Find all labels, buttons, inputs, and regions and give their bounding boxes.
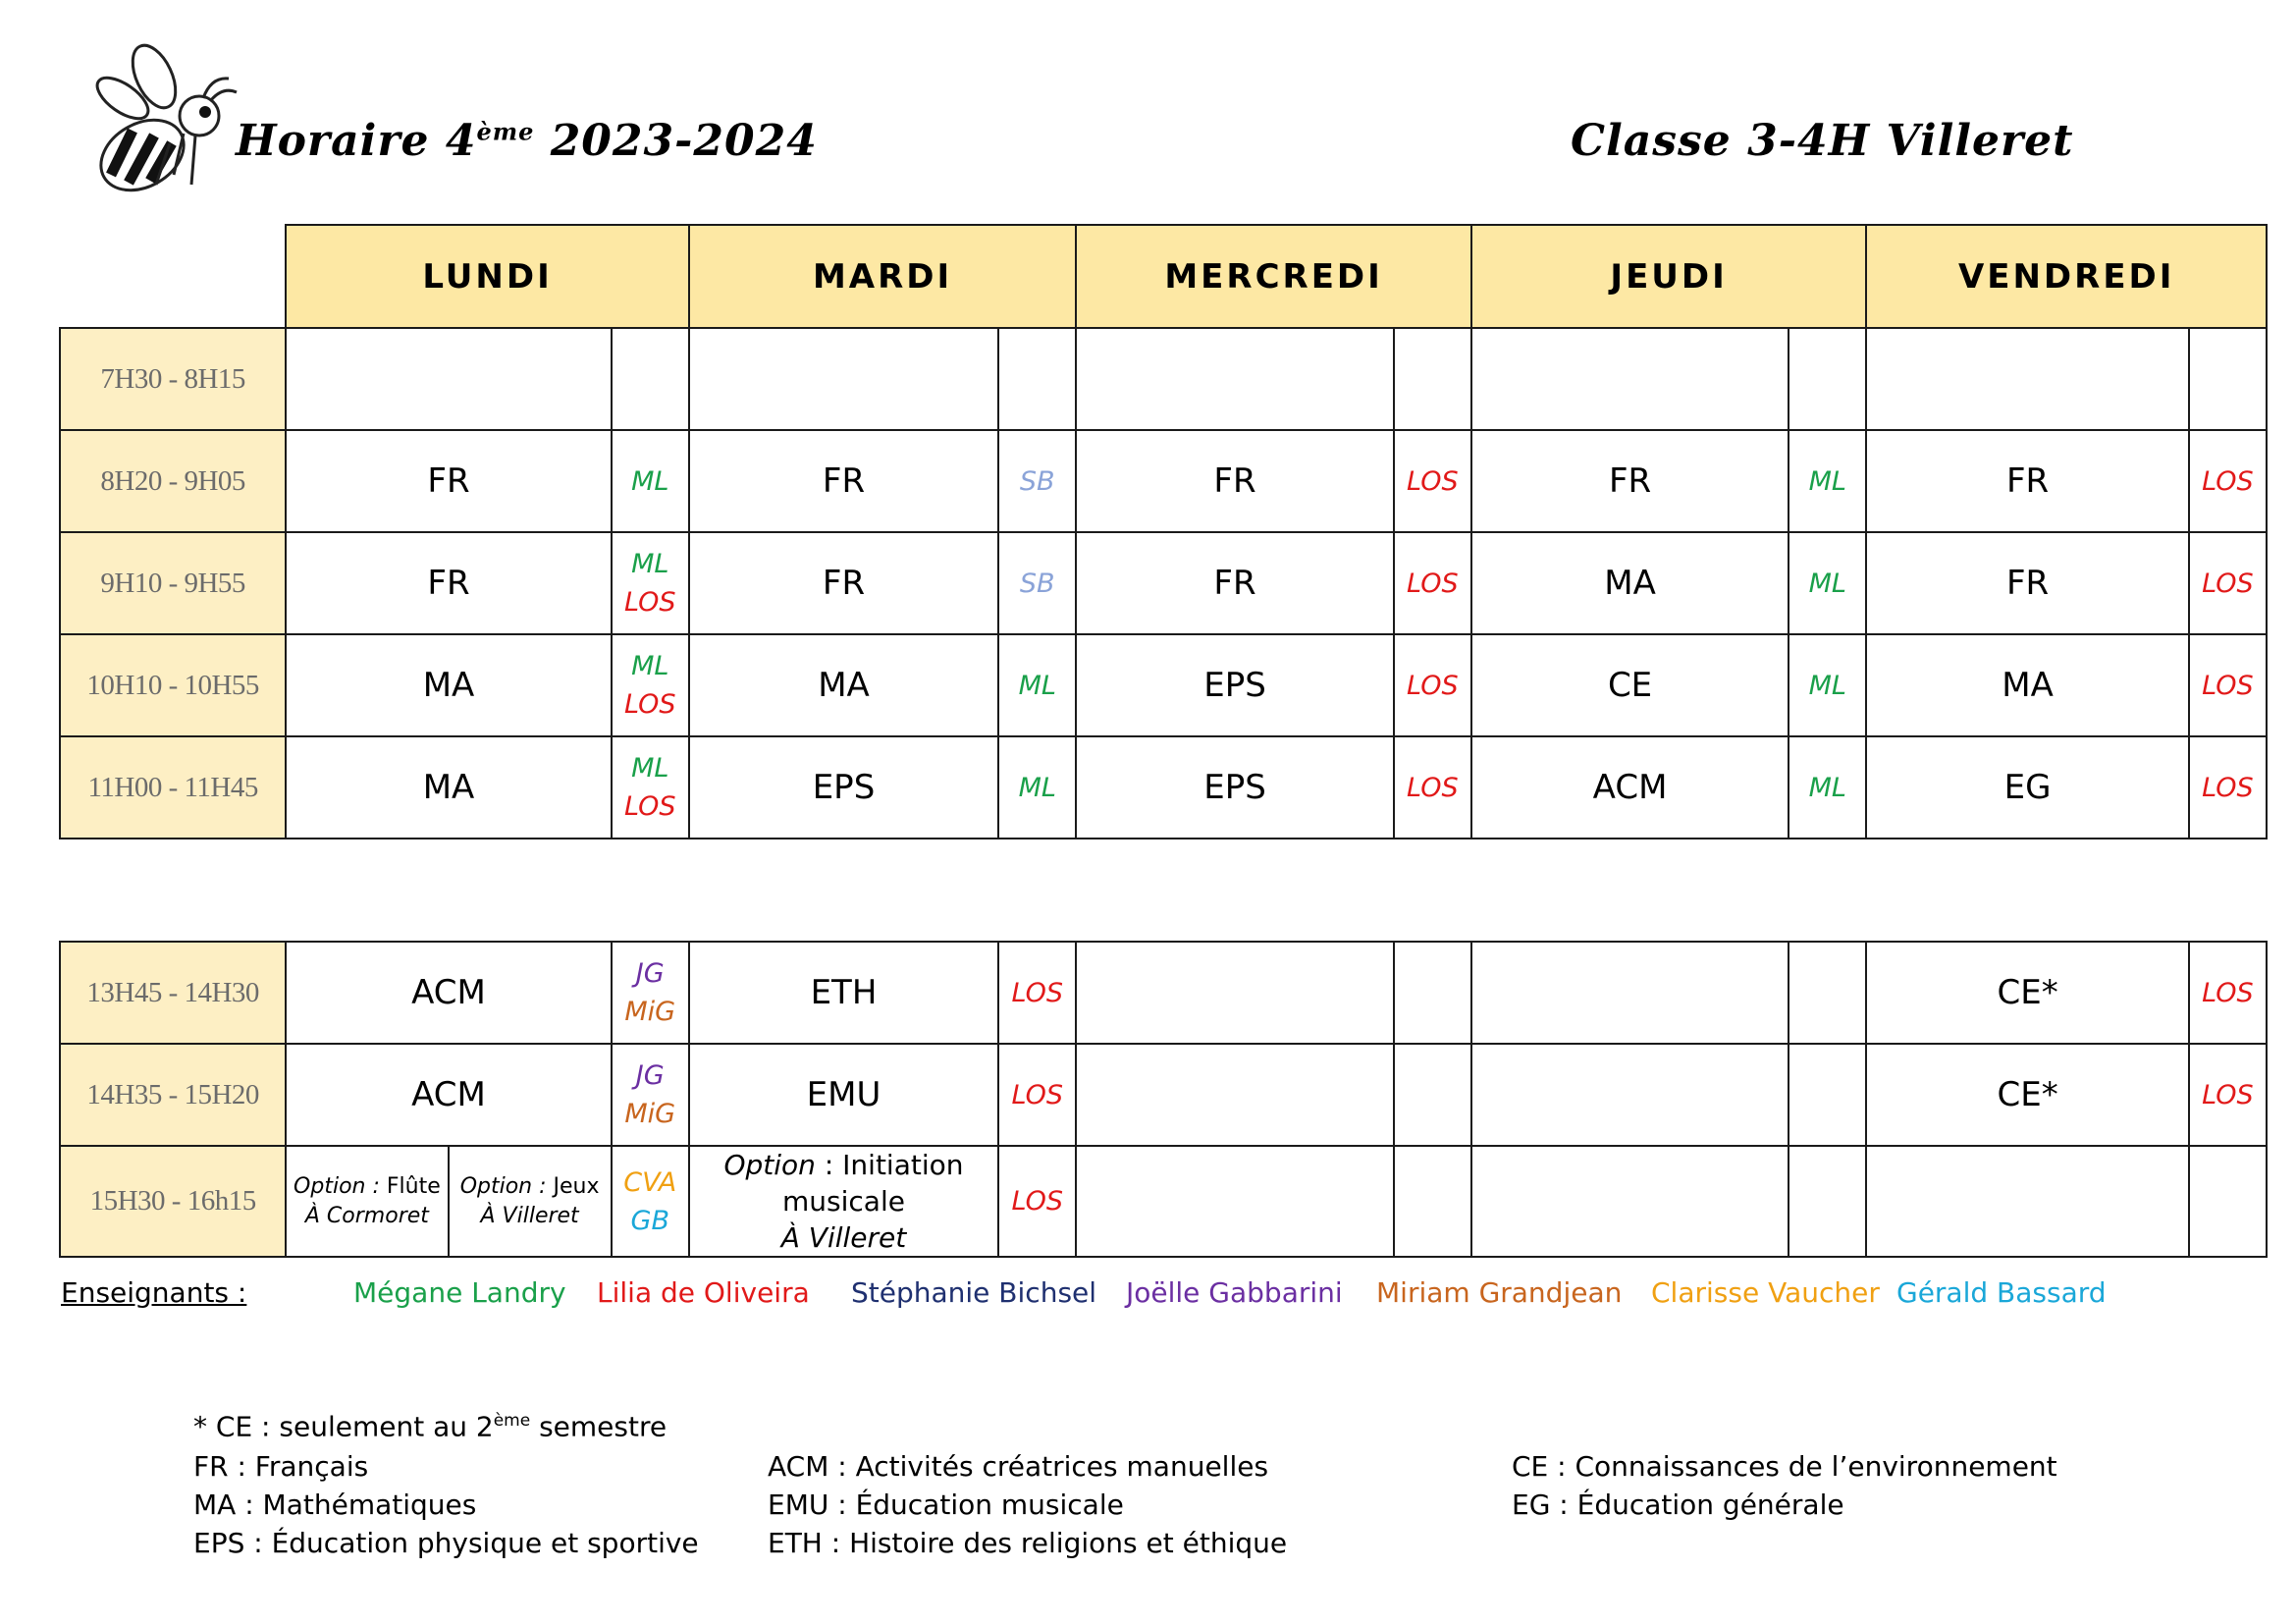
subject-cell: [1471, 942, 1789, 1044]
teacher-cell: [1394, 1044, 1471, 1146]
teacher-name: Miriam Grandjean: [1376, 1276, 1623, 1309]
subject-cell: MA: [689, 634, 998, 736]
subject-cell: MA: [1471, 532, 1789, 634]
teacher-cell: [612, 634, 689, 736]
footnote-prefix: * CE : seulement au 2: [193, 1410, 494, 1443]
teachers-label: Enseignants :: [61, 1276, 247, 1309]
break-gap: [60, 839, 286, 942]
option-name: Jeux: [553, 1173, 600, 1199]
teacher-initials: ML: [1018, 772, 1056, 803]
subject-cell: [1076, 1146, 1393, 1257]
teacher-name: Lilia de Oliveira: [597, 1276, 810, 1309]
option-name: : Initiation: [815, 1149, 964, 1181]
option-title: [690, 1147, 997, 1183]
day-header-vendredi: VENDREDI: [1866, 225, 2267, 328]
subject-cell: FR: [1076, 430, 1393, 532]
legend-item: ACM : Activités créatrices manuelles: [768, 1450, 1269, 1483]
teacher-cell: [998, 430, 1076, 532]
teacher-cell: [998, 532, 1076, 634]
teacher-cell: [1394, 430, 1471, 532]
teacher-initials: GB: [630, 1205, 669, 1236]
day-header-mercredi: MERCREDI: [1076, 225, 1471, 328]
teacher-name: Clarisse Vaucher: [1651, 1276, 1880, 1309]
teacher-initials: LOS: [623, 587, 676, 618]
subject-cell: [1076, 328, 1393, 430]
subject-cell: ACM: [286, 1044, 611, 1146]
option-prefix: Option :: [459, 1173, 554, 1199]
teacher-cell: [2189, 328, 2267, 430]
teacher-initials: LOS: [2202, 465, 2254, 497]
subject-cell: [1076, 942, 1393, 1044]
schedule-row: [60, 736, 2267, 839]
time-slot: 14H35 - 15H20: [60, 1044, 286, 1146]
teacher-cell: [2189, 736, 2267, 839]
teacher-initials: LOS: [1406, 465, 1459, 497]
option-prefix: Option :: [294, 1173, 387, 1199]
teacher-initials: LOS: [1011, 1079, 1064, 1110]
teacher-initials: ML: [1808, 568, 1846, 599]
schedule-row: [60, 328, 2267, 430]
time-slot: 13H45 - 14H30: [60, 942, 286, 1044]
time-slot: 10H10 - 10H55: [60, 634, 286, 736]
teacher-initials: ML: [1808, 670, 1846, 701]
teacher-cell: [2189, 942, 2267, 1044]
teacher-initials: LOS: [1406, 568, 1459, 599]
schedule-table: [59, 224, 2268, 1258]
legend-item: ETH : Histoire des religions et éthique: [768, 1527, 1288, 1559]
option-place: À Villeret: [480, 1203, 579, 1228]
break-gap: [286, 839, 2267, 942]
teacher-initials: LOS: [1406, 772, 1459, 803]
title-sup: ème: [476, 117, 535, 146]
teacher-cell: [998, 328, 1076, 430]
corner-cell: [60, 225, 286, 328]
teacher-cell: [998, 1044, 1076, 1146]
subject-cell: [1866, 328, 2188, 430]
option-place: À Cormoret: [304, 1203, 429, 1228]
footnote: [193, 1402, 667, 1445]
teacher-cell: [998, 634, 1076, 736]
subject-cell: [689, 328, 998, 430]
subject-cell: [1471, 328, 1789, 430]
teacher-cell: [1789, 1146, 1866, 1257]
teacher-cell: [612, 532, 689, 634]
subject-cell: [1471, 1044, 1789, 1146]
subject-cell: MA: [1866, 634, 2188, 736]
title-year: 2023-2024: [534, 116, 818, 166]
teacher-cell: [1789, 328, 1866, 430]
teacher-cell: [998, 1146, 1076, 1257]
teacher-cell: [612, 1044, 689, 1146]
teacher-cell: [612, 942, 689, 1044]
teacher-cell: [2189, 634, 2267, 736]
teacher-initials: LOS: [1011, 1186, 1064, 1217]
option-name-2: musicale: [782, 1185, 905, 1218]
legend-col1: [193, 1447, 699, 1562]
footnote-suffix: semestre: [530, 1410, 667, 1443]
teacher-initials: LOS: [1011, 977, 1064, 1008]
teacher-initials: ML: [631, 651, 669, 681]
legend-item: MA : Mathématiques: [193, 1489, 477, 1521]
footnote-sup: ème: [493, 1411, 531, 1431]
subject-cell: EPS: [1076, 736, 1393, 839]
schedule-row: [60, 1044, 2267, 1146]
teacher-cell: [1394, 942, 1471, 1044]
teacher-cell: [1789, 736, 1866, 839]
teacher-cell: [1394, 328, 1471, 430]
subject-cell: EG: [1866, 736, 2188, 839]
teacher-cell: [612, 1146, 689, 1257]
teacher-initials: ML: [1018, 670, 1056, 701]
subject-cell: EPS: [1076, 634, 1393, 736]
time-slot: 15H30 - 16h15: [60, 1146, 286, 1257]
subject-cell: MA: [286, 736, 611, 839]
teacher-initials: CVA: [623, 1166, 677, 1198]
teacher-name: Stéphanie Bichsel: [851, 1276, 1097, 1309]
option-jeux-cell: [449, 1146, 612, 1257]
teacher-initials: LOS: [623, 689, 676, 720]
teacher-initials: ML: [1808, 772, 1846, 803]
subject-cell: ETH: [689, 942, 998, 1044]
schedule-title: [236, 116, 818, 166]
subject-cell: FR: [689, 532, 998, 634]
option-place: À Villeret: [780, 1221, 907, 1254]
time-slot: 8H20 - 9H05: [60, 430, 286, 532]
teachers-list: [61, 1276, 2269, 1316]
teacher-initials: SB: [1019, 465, 1055, 497]
day-header-lundi: LUNDI: [286, 225, 689, 328]
teacher-initials: JG: [635, 958, 665, 989]
subject-cell: EMU: [689, 1044, 998, 1146]
teacher-name: Joëlle Gabbarini: [1126, 1276, 1343, 1309]
option-flute-cell: [286, 1146, 448, 1257]
day-header-jeudi: JEUDI: [1471, 225, 1867, 328]
option-title: [450, 1172, 611, 1202]
day-header-mardi: MARDI: [689, 225, 1077, 328]
schedule-row: [60, 532, 2267, 634]
teacher-cell: [1789, 1044, 1866, 1146]
schedule-row: [60, 942, 2267, 1044]
option-name: Flûte: [386, 1173, 441, 1199]
teacher-initials: LOS: [1406, 670, 1459, 701]
teacher-cell: [1394, 736, 1471, 839]
option-music-cell: [689, 1146, 998, 1257]
schedule-row: [60, 1146, 2267, 1257]
subject-cell: EPS: [689, 736, 998, 839]
teacher-initials: LOS: [2202, 568, 2254, 599]
subject-cell: FR: [286, 532, 611, 634]
subject-cell: FR: [1866, 430, 2188, 532]
schedule-row: [60, 634, 2267, 736]
teacher-name: Mégane Landry: [353, 1276, 566, 1309]
teacher-cell: [998, 942, 1076, 1044]
teacher-cell: [1789, 430, 1866, 532]
teacher-initials: MiG: [624, 997, 676, 1027]
time-slot: 9H10 - 9H55: [60, 532, 286, 634]
title-prefix: Horaire 4: [236, 116, 477, 166]
teacher-initials: LOS: [2202, 772, 2254, 803]
legend-item: EG : Éducation générale: [1512, 1489, 1844, 1521]
teacher-cell: [612, 328, 689, 430]
option-title: [287, 1172, 447, 1202]
subject-cell: ACM: [286, 942, 611, 1044]
teacher-cell: [1394, 532, 1471, 634]
teacher-initials: ML: [1808, 465, 1846, 497]
teacher-cell: [1789, 634, 1866, 736]
teacher-name: Gérald Bassard: [1896, 1276, 2107, 1309]
teacher-cell: [998, 736, 1076, 839]
teacher-cell: [612, 430, 689, 532]
teacher-initials: ML: [631, 549, 669, 579]
teacher-cell: [2189, 1146, 2267, 1257]
subject-cell: FR: [1866, 532, 2188, 634]
subject-cell: [286, 328, 611, 430]
subject-cell: [1866, 1146, 2188, 1257]
teacher-initials: LOS: [2202, 977, 2254, 1008]
subject-cell: CE*: [1866, 1044, 2188, 1146]
subject-cell: CE*: [1866, 942, 2188, 1044]
time-slot: 7H30 - 8H15: [60, 328, 286, 430]
teacher-initials: JG: [635, 1060, 665, 1091]
teacher-initials: LOS: [623, 791, 676, 822]
teacher-cell: [1394, 1146, 1471, 1257]
legend-col2: [768, 1447, 1287, 1562]
teacher-initials: ML: [631, 465, 669, 497]
subject-cell: ACM: [1471, 736, 1789, 839]
teacher-cell: [2189, 532, 2267, 634]
subject-cell: CE: [1471, 634, 1789, 736]
subject-cell: [1471, 1146, 1789, 1257]
legend-item: CE : Connaissances de l’environnement: [1512, 1450, 2057, 1483]
teacher-initials: SB: [1019, 568, 1055, 599]
teacher-initials: ML: [631, 753, 669, 784]
teacher-initials: LOS: [2202, 1079, 2254, 1110]
teacher-initials: MiG: [624, 1099, 676, 1129]
teacher-cell: [1789, 942, 1866, 1044]
subject-cell: MA: [286, 634, 611, 736]
subject-cell: FR: [689, 430, 998, 532]
legend-col3: [1512, 1447, 2057, 1524]
teacher-cell: [2189, 430, 2267, 532]
subject-cell: FR: [1076, 532, 1393, 634]
teacher-cell: [1394, 634, 1471, 736]
subject-cell: [1076, 1044, 1393, 1146]
teacher-cell: [612, 736, 689, 839]
teacher-cell: [2189, 1044, 2267, 1146]
subject-cell: FR: [1471, 430, 1789, 532]
option-prefix: Option: [723, 1149, 816, 1181]
bee-icon: [93, 37, 240, 199]
legend-item: EMU : Éducation musicale: [768, 1489, 1124, 1521]
time-slot: 11H00 - 11H45: [60, 736, 286, 839]
legend-item: EPS : Éducation physique et sportive: [193, 1527, 699, 1559]
subject-cell: FR: [286, 430, 611, 532]
class-title: Classe 3-4H Villeret: [1571, 116, 2074, 166]
teacher-cell: [1789, 532, 1866, 634]
teacher-initials: LOS: [2202, 670, 2254, 701]
legend-item: FR : Français: [193, 1450, 369, 1483]
schedule-row: [60, 430, 2267, 532]
